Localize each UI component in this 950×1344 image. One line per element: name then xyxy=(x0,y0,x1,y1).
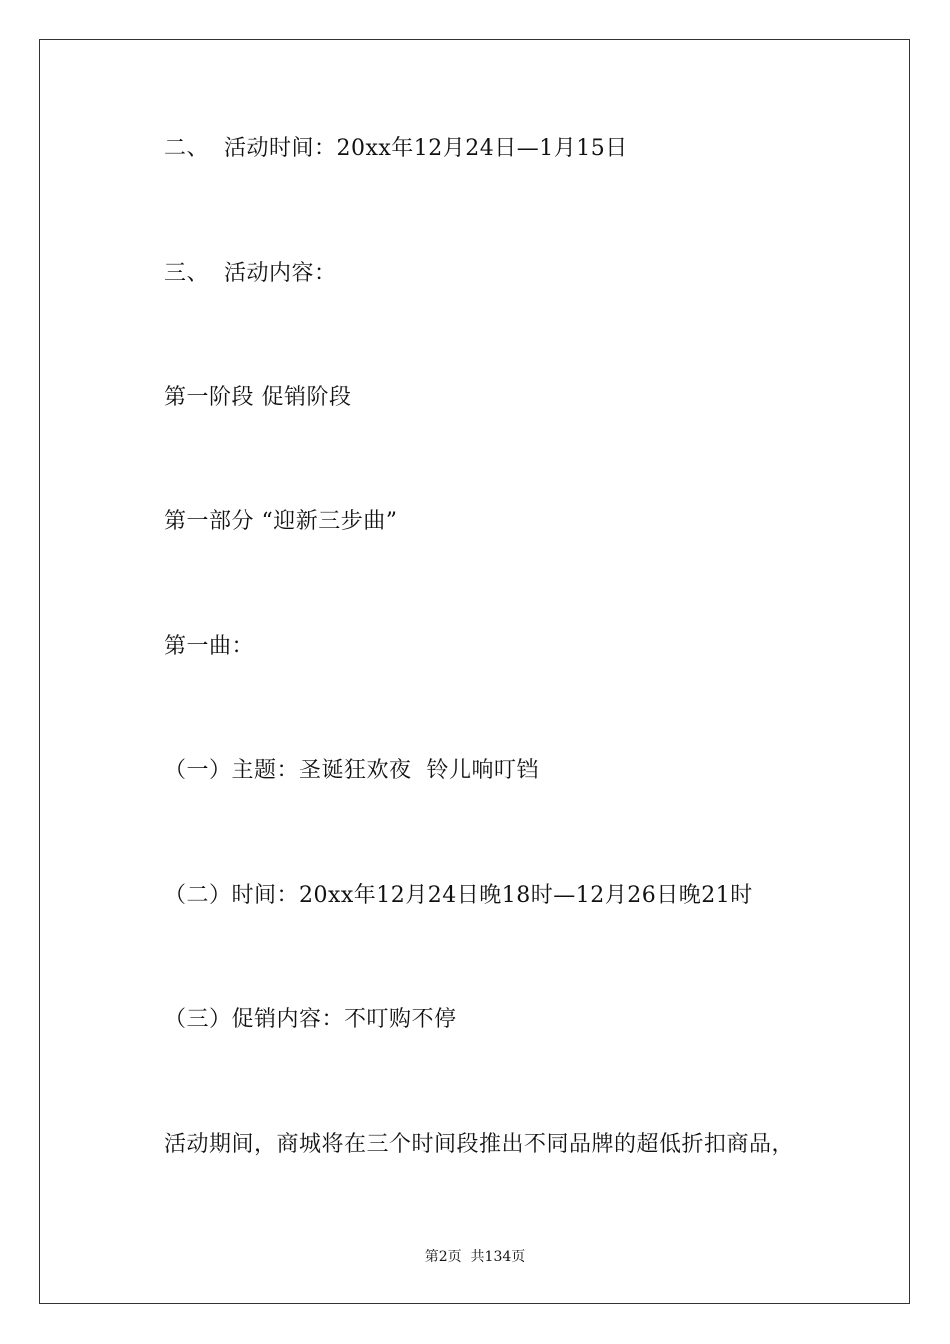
text-line-theme: （一）主题：圣诞狂欢夜 铃儿响叮铛 xyxy=(164,758,539,783)
text-line-paragraph: 活动期间，商城将在三个时间段推出不同品牌的超低折扣商品， xyxy=(164,1132,795,1157)
text-line-part-heading: 第一部分 “迎新三步曲” xyxy=(164,509,398,534)
text-line-time: （二）时间：20xx年12月24日晚18时—12月26日晚21时 xyxy=(164,883,753,908)
page-footer: 第2页 共134页 xyxy=(424,1249,526,1265)
text-line-promo-content: （三）促销内容：不叮购不停 xyxy=(164,1007,457,1032)
text-line-first-song: 第一曲： xyxy=(164,634,255,659)
page-border xyxy=(39,39,910,1304)
text-line-stage-heading: 第一阶段 促销阶段 xyxy=(164,385,352,410)
text-line-section-2: 二、 活动时间：20xx年12月24日—1月15日 xyxy=(164,136,628,161)
text-line-section-3: 三、 活动内容： xyxy=(164,261,337,286)
